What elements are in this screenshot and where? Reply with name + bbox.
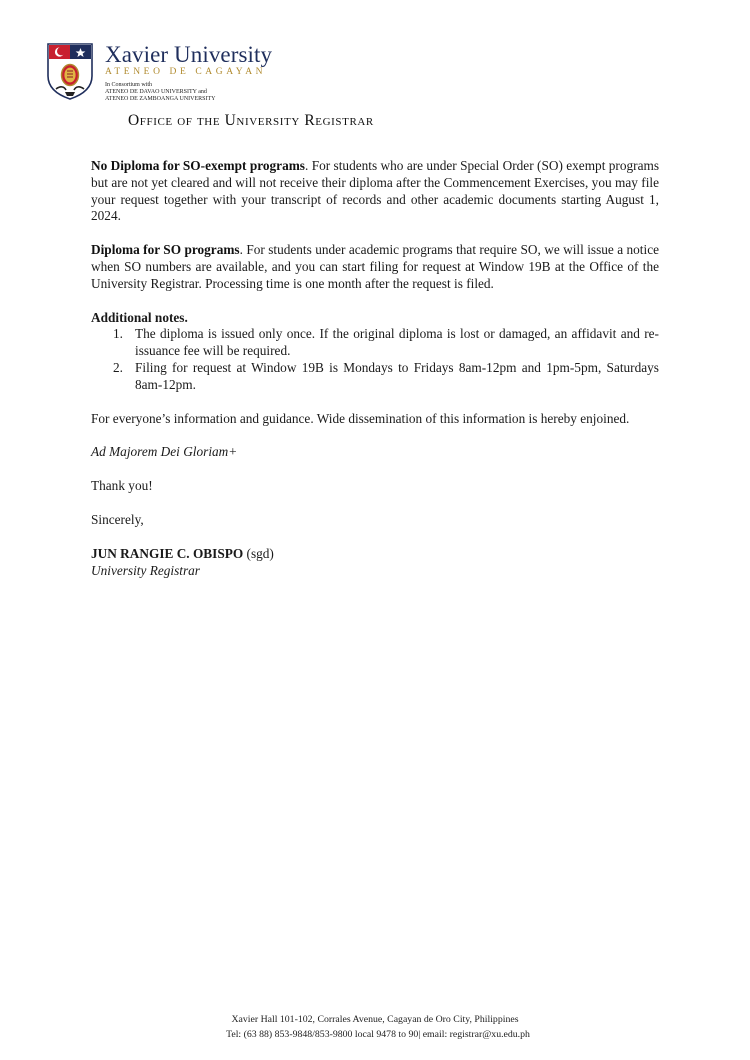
list-item-number: 1. (113, 326, 123, 342)
list-item-number: 2. (113, 359, 123, 375)
footer-address: Xavier Hall 101-102, Corrales Avenue, Cagayan de Oro City, Philippines (231, 1014, 519, 1025)
paragraph-dissemination: For everyone’s information and guidance. Wide dissemination of this information is hereby enjoined. (91, 410, 630, 426)
consortium-line-1: In Consortium with (105, 82, 153, 88)
text-so-exempt: . For students who are under Special Order (SO) exempt programs but are not yet cleared and will not receive their diploma after the Commencement Exercises, you may file your request together with your transcript of records and other academic documents starting August 1, 2024. (91, 158, 660, 224)
footer (0, 1012, 750, 1042)
consortium-line-3: ATENEO DE ZAMBOANGA UNIVERSITY (105, 96, 216, 103)
list-item (113, 326, 659, 360)
signatory-title: University Registrar (91, 562, 200, 578)
footer-contact: Tel: (63 88) 853-9848/853-9800 local 9478 to 90| email: registrar@xu.edu.ph (226, 1029, 530, 1040)
notes-heading: Additional notes. (91, 309, 188, 325)
motto: Ad Majorem Dei Gloriam+ (91, 444, 238, 460)
list-item-text: The diploma is issued only once. If the original diploma is lost or damaged, an affidavit and re-issuance fee will be required. (135, 326, 659, 359)
letter-body (91, 158, 659, 579)
additional-notes (91, 310, 659, 394)
signatory-name: JUN RANGIE C. OBISPO (91, 545, 244, 561)
notes-list (91, 326, 659, 393)
letterhead (46, 42, 346, 104)
signatory-sgd: (sgd) (243, 545, 274, 561)
heading-so-programs: Diploma for SO programs (91, 242, 240, 258)
list-item-text: Filing for request at Window 19B is Mondays to Fridays 8am-12pm and 1pm-5pm, Saturdays 8am-12pm. (135, 359, 659, 392)
consortium-note (105, 82, 345, 104)
university-block (105, 42, 345, 104)
list-item (113, 359, 659, 394)
signature-block (91, 546, 659, 580)
text-so-programs: . For students under academic programs that require SO, we will issue a notice when SO numbers are available, and you can start filing for request at Window 19B at the Office of the University Registrar. Processing time is one month after the request is filed. (91, 242, 659, 291)
paragraph-so-programs (91, 242, 659, 292)
university-subtitle: ATENEO DE CAGAYAN (105, 67, 267, 77)
heading-so-exempt: No Diploma for SO-exempt programs (91, 158, 305, 173)
office-title: Office of the University Registrar (128, 112, 374, 129)
signatory-line (91, 546, 659, 563)
thank-you: Thank you! (91, 478, 153, 494)
university-seal-icon (46, 42, 94, 100)
closing: Sincerely, (91, 511, 144, 527)
paragraph-so-exempt (91, 158, 659, 225)
consortium-line-2: ATENEO DE DAVAO UNIVERSITY and (105, 89, 207, 96)
university-name: Xavier University (105, 42, 273, 67)
